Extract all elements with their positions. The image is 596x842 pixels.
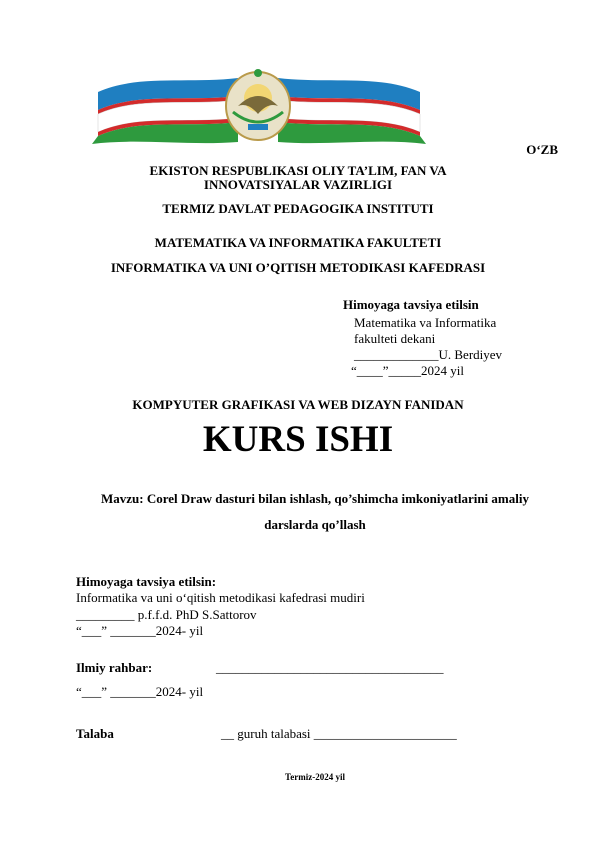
main-title: KURS ISHI	[202, 419, 394, 460]
approval-line-2: fakulteti dekani	[354, 331, 436, 346]
right-flag-icon	[278, 78, 426, 144]
ministry-line-2: INNOVATSIYALAR VAZIRLIGI	[203, 177, 393, 192]
defense-date: “___” _______2024- yil	[76, 623, 204, 638]
topic-line-2: darslarda qo’llash	[264, 517, 366, 532]
approval-signature: _____________U. Berdiyev	[354, 347, 503, 362]
defense-line-2: _________ p.f.f.d. PhD S.Sattorov	[76, 607, 257, 622]
advisor-date: “___” _______2024- yil	[76, 684, 204, 699]
student-group-line: __ guruh talabasi ______________________	[221, 726, 457, 741]
advisor-signature-line: ___________________________________	[216, 660, 444, 675]
footer-city-year: Termiz-2024 yil	[285, 772, 345, 782]
topic-line-1: Mavzu: Corel Draw dasturi bilan ishlash, qo’shimcha imkoniyatlarini amaliy	[101, 491, 529, 506]
advisor-label: Ilmiy rahbar:	[76, 660, 153, 675]
approval-date: “____”_____2024 yil	[351, 363, 465, 378]
department-name: INFORMATIKA VA UNI O’QITISH METODIKASI KAFEDRASI	[110, 260, 486, 275]
defense-line-1: Informatika va uni o‘qitish metodikasi kafedrasi mudiri	[76, 590, 365, 605]
subject-name: KOMPYUTER GRAFIKASI VA WEB DIZAYN FANIDAN	[132, 397, 464, 412]
approval-title: Himoyaga tavsiya etilsin	[343, 297, 479, 312]
ministry-line-1: EKISTON RESPUBLIKASI OLIY TA’LIM, FAN VA	[149, 163, 447, 178]
left-flag-icon	[92, 78, 238, 144]
institute-name: TERMIZ DAVLAT PEDAGOGIKA INSTITUTI	[162, 201, 434, 216]
student-label: Talaba	[76, 726, 114, 741]
approval-line-1: Matematika va Informatika	[354, 315, 497, 330]
defense-title: Himoyaga tavsiya etilsin:	[76, 574, 217, 589]
faculty-name: MATEMATIKA VA INFORMATIKA FAKULTETI	[154, 235, 442, 250]
country-suffix: O‘ZB	[526, 142, 558, 157]
state-emblem-image	[88, 62, 428, 144]
